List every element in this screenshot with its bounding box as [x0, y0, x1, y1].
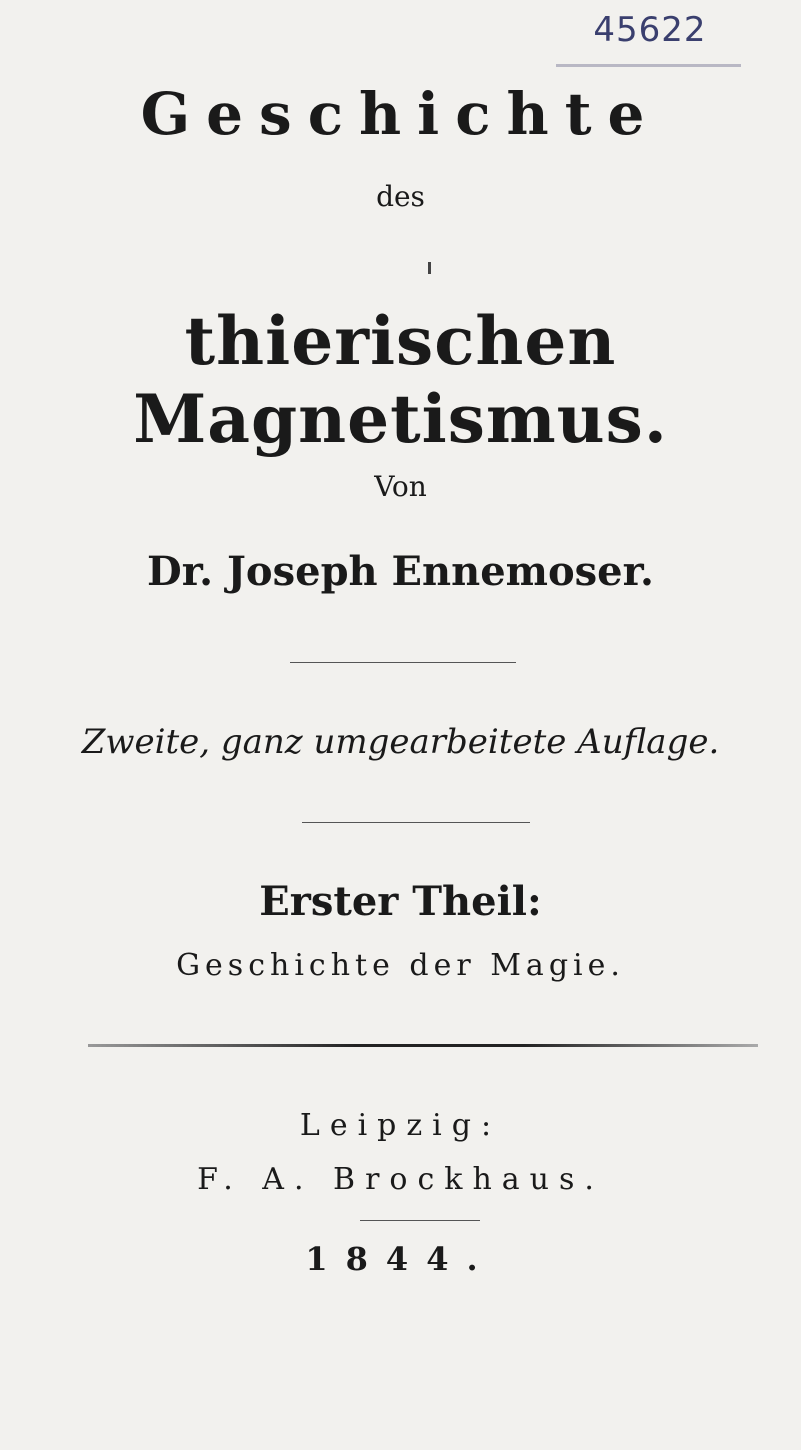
divider-1 [290, 662, 516, 663]
by-word: Von [374, 470, 427, 503]
author-name: Dr. Joseph Ennemoser. [147, 548, 654, 595]
edition-note: Zweite, ganz umgearbeitete Auflage. [81, 722, 720, 762]
part-heading: Erster Theil: [259, 878, 542, 925]
book-title: Geschichte [140, 80, 661, 148]
divider-2 [302, 822, 530, 823]
ink-mark [428, 262, 431, 274]
shelfmark-underline [556, 64, 741, 67]
main-title: thierischen Magnetismus. [133, 302, 668, 458]
divider-short [360, 1220, 480, 1221]
article-des: des [376, 180, 425, 213]
shelfmark: 45622 [593, 10, 707, 50]
divider-thick [88, 1044, 758, 1047]
publication-place: Leipzig: [299, 1108, 502, 1143]
publisher: F. A. Brockhaus. [197, 1162, 604, 1197]
part-subtitle: Geschichte der Magie. [176, 948, 625, 983]
publication-year: 1844. [305, 1240, 496, 1278]
